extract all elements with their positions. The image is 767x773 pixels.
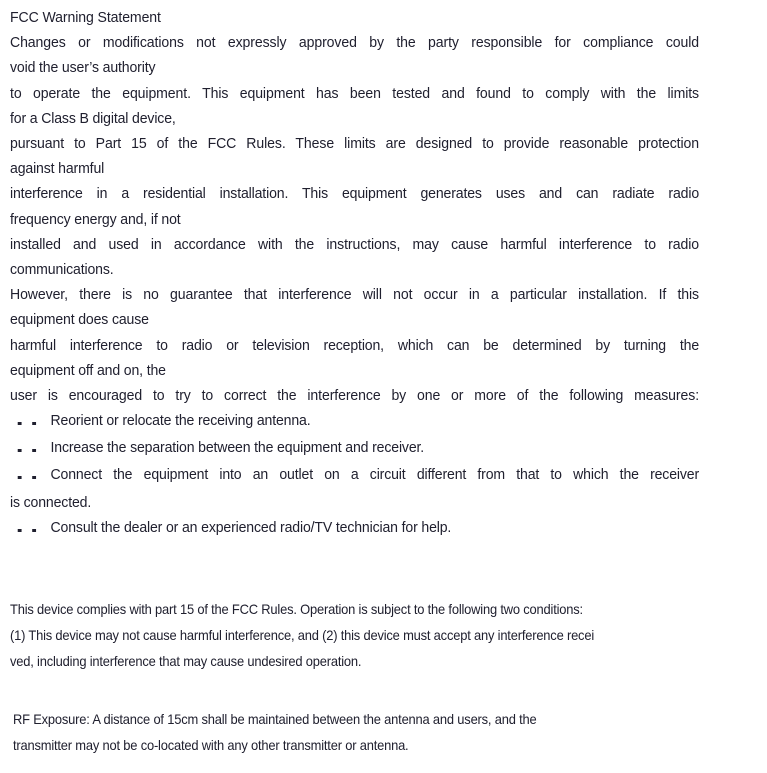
square-bullet-icon bbox=[32, 422, 36, 425]
double-square-bullet-icon bbox=[10, 438, 51, 463]
list-item-label: Reorient or relocate the receiving antenna. bbox=[50, 413, 311, 430]
paragraph-line: communications. bbox=[10, 262, 114, 279]
rf-exposure-paragraph bbox=[13, 707, 753, 759]
rf-exposure-line: RF Exposure: A distance of 15cm shall be maintained between the antenna and users, and the bbox=[13, 712, 537, 727]
list-item-label: Increase the separation between the equipment and receiver. bbox=[50, 440, 425, 457]
list-item-label: Connect the equipment into an outlet on a circuit different from that to which the receiver bbox=[50, 467, 700, 484]
compliance-line: (1) This device may not cause harmful interference, and (2) this device must accept any interference recei bbox=[10, 628, 594, 643]
paragraph-line: However, there is no guarantee that interference will not occur in a particular installation. If this bbox=[10, 287, 700, 304]
document-body bbox=[10, 6, 724, 543]
paragraph-line: void the user’s authority bbox=[10, 60, 156, 77]
paragraph-line: to operate the equipment. This equipment has been tested and found to comply with the limits bbox=[10, 85, 700, 102]
compliance-line: ved, including interference that may cause undesired operation. bbox=[10, 654, 362, 669]
double-square-bullet-icon bbox=[10, 518, 51, 543]
rf-exposure-line: transmitter may not be co-located with any other transmitter or antenna. bbox=[13, 738, 409, 753]
compliance-paragraph bbox=[10, 597, 750, 675]
list-item-label: Consult the dealer or an experienced radio/TV technician for help. bbox=[50, 519, 452, 536]
square-bullet-icon bbox=[18, 449, 22, 452]
list-item-continuation: is connected. bbox=[10, 494, 92, 511]
paragraph-line: Changes or modifications not expressly approved by the party responsible for compliance could bbox=[10, 35, 700, 52]
list-item bbox=[10, 436, 699, 463]
paragraph-line: equipment off and on, the bbox=[10, 362, 166, 379]
square-bullet-icon bbox=[18, 422, 22, 425]
square-bullet-icon bbox=[18, 476, 22, 479]
double-square-bullet-icon bbox=[10, 411, 51, 436]
list-item bbox=[10, 463, 699, 490]
paragraph-line: frequency energy and, if not bbox=[10, 211, 181, 228]
list-item bbox=[10, 409, 699, 436]
paragraph-line: for a Class B digital device, bbox=[10, 110, 176, 127]
paragraph-line: user is encouraged to try to correct the interference by one or more of the following measures: bbox=[10, 388, 700, 405]
paragraph-line: against harmful bbox=[10, 161, 105, 178]
square-bullet-icon bbox=[32, 529, 36, 532]
paragraph-line: pursuant to Part 15 of the FCC Rules. These limits are designed to provide reasonable protection bbox=[10, 136, 700, 153]
square-bullet-icon bbox=[32, 449, 36, 452]
paragraph-line: installed and used in accordance with the instructions, may cause harmful interference to radio bbox=[10, 236, 700, 253]
paragraph-line: interference in a residential installation. This equipment generates uses and can radiate radio bbox=[10, 186, 700, 203]
double-square-bullet-icon bbox=[10, 465, 51, 490]
square-bullet-icon bbox=[32, 476, 36, 479]
compliance-line: This device complies with part 15 of the FCC Rules. Operation is subject to the following two conditions: bbox=[10, 602, 583, 617]
paragraph-line: equipment does cause bbox=[10, 312, 149, 329]
square-bullet-icon bbox=[18, 529, 22, 532]
page-title: FCC Warning Statement bbox=[10, 10, 161, 26]
list-item bbox=[10, 516, 699, 543]
paragraph-line: harmful interference to radio or television reception, which can be determined by turning the bbox=[10, 337, 700, 354]
